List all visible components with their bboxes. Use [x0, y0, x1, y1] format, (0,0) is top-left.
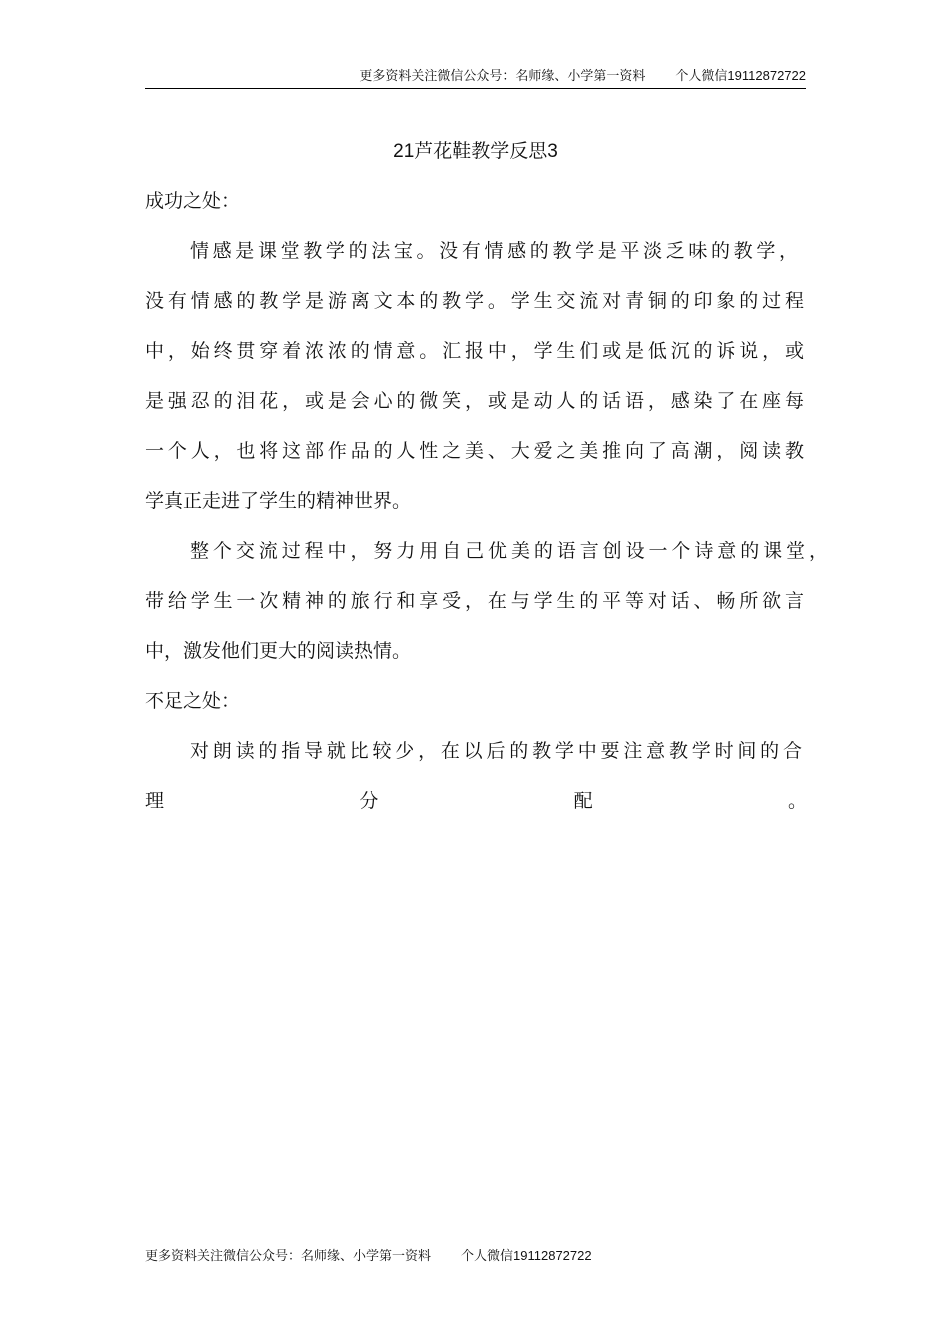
paragraph-line: 没有情感的教学是游离文本的教学。学生交流对青铜的印象的过程 — [145, 290, 804, 312]
document-title — [145, 136, 806, 167]
footer-promo-text: 更多资料关注微信公众号：名师缘、小学第一资料 — [145, 1249, 432, 1264]
title-text: 芦花鞋教学反思 — [414, 140, 548, 162]
title-number: 21 — [393, 141, 415, 162]
paragraph-line: 是强忍的泪花，或是会心的微笑，或是动人的话语，感染了在座每 — [145, 390, 804, 412]
title-suffix: 3 — [547, 141, 558, 162]
footer-wechat-number: 19112872722 — [513, 1248, 592, 1263]
paragraph-line: 理分配。 — [145, 790, 807, 812]
footer-wechat-label: 个人微信 — [461, 1249, 514, 1264]
header-promo-text: 更多资料关注微信公众号：名师缘、小学第一资料 — [359, 69, 646, 84]
page-header — [145, 66, 806, 89]
paragraph-line: 中，激发他们更大的阅读热情。 — [145, 640, 412, 662]
paragraph-line: 一个人，也将这部作品的人性之美、大爱之美推向了高潮，阅读教 — [145, 440, 804, 462]
paragraph-line: 学真正走进了学生的精神世界。 — [145, 490, 412, 512]
paragraph-line: 对朗读的指导就比较少，在以后的教学中要注意教学时间的合 — [190, 740, 802, 762]
paragraph-line: 带给学生一次精神的旅行和享受，在与学生的平等对话、畅所欲言 — [145, 590, 804, 612]
paragraph-line: 中，始终贯穿着浓浓的情意。汇报中，学生们或是低沉的诉说，或 — [145, 340, 804, 362]
deficiency-heading: 不足之处： — [145, 690, 241, 712]
paragraph-line: 整个交流过程中，努力用自己优美的语言创设一个诗意的课堂， — [190, 540, 828, 562]
paragraph-line: 情感是课堂教学的法宝。没有情感的教学是平淡乏味的教学， — [190, 240, 798, 262]
success-heading: 成功之处： — [145, 190, 241, 212]
header-wechat-label: 个人微信 — [675, 69, 728, 84]
header-wechat-number: 19112872722 — [727, 68, 806, 83]
page-footer — [145, 1246, 592, 1267]
